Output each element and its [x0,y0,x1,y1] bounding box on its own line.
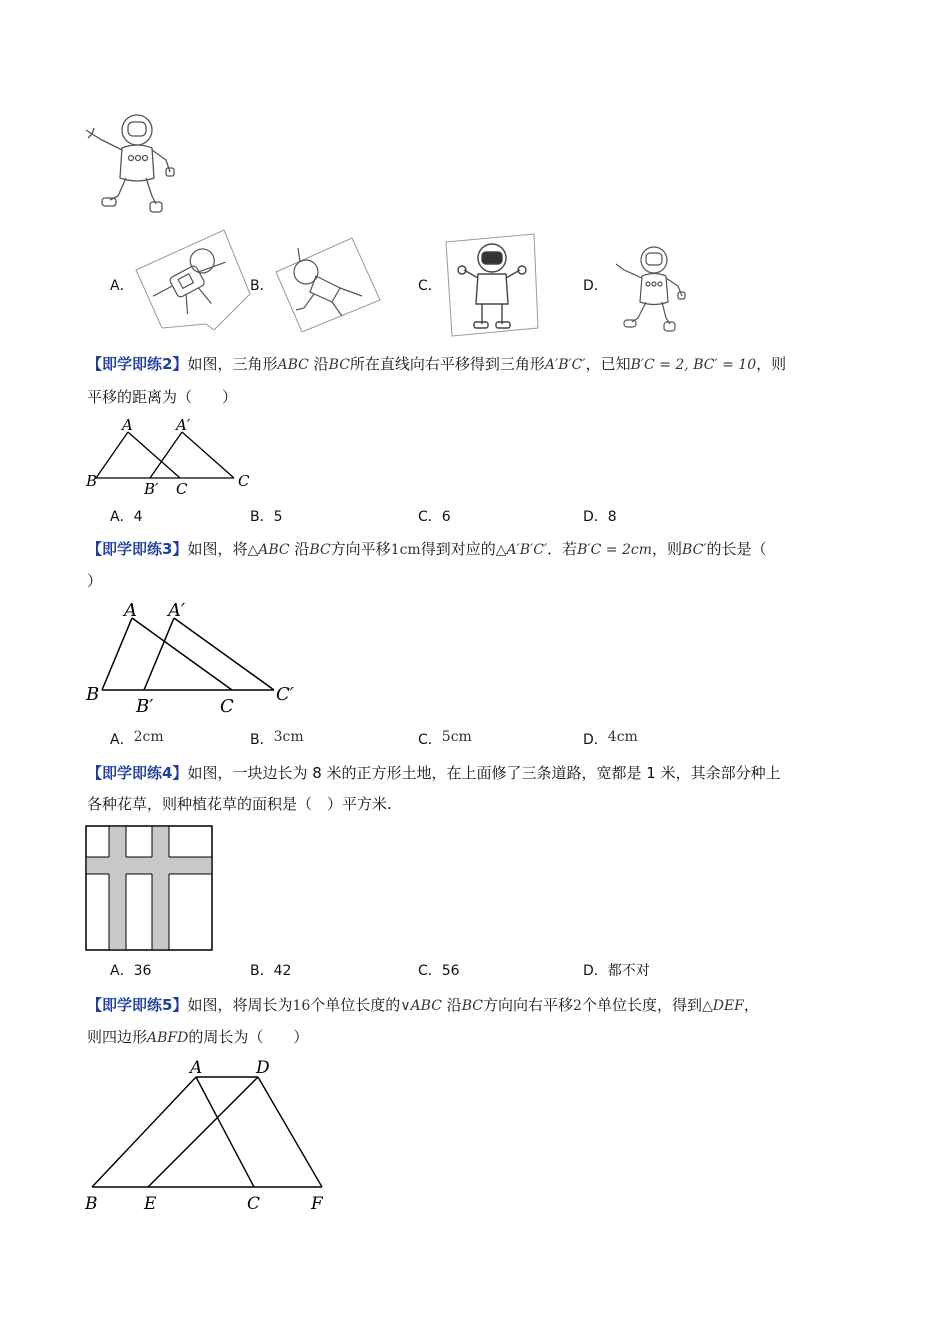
question-4-line1 [87,762,781,784]
q5-quadrilateral-figure [80,1052,340,1222]
label-B: B [86,472,98,490]
q2-option-a[interactable]: A．4 [110,509,143,525]
text: 的周长为（ ） [188,1028,309,1046]
q3-option-a[interactable] [110,730,164,750]
label-C: C [247,1194,261,1214]
text: ，则 [652,540,683,558]
q3-option-c[interactable] [418,730,472,750]
text: 个单位长度的 [310,996,401,1014]
math: △A′B′C′ [495,542,548,558]
label-A-prime: A′ [168,600,186,621]
question-3-line1 [87,538,767,561]
text: ，已知 [585,355,631,373]
label-A: A [190,1058,203,1078]
text: 如图，一块边长为 8 米的正方形土地，在上面修了三条道路，宽都是 1 米，其余部分种上 [187,764,781,782]
question-5-line1 [87,994,759,1017]
math: △DEF [701,998,744,1014]
option-prefix: B． [250,732,274,748]
q3-triangle-figure [84,596,304,720]
vertical-road-right [152,826,169,950]
text: 方向向右平移 [483,996,574,1014]
question-tag: 【即学即练5】 [87,996,188,1014]
text: ， [743,996,759,1014]
label-D: D [256,1058,270,1078]
option-value: 5cm [441,729,472,745]
option-value: 4cm [607,729,638,745]
text: 方向平移 [330,540,391,558]
q4-option-a[interactable]: A．36 [110,963,152,979]
question-4-line2: 各种花草，则种植花草的面积是（ ）平方米. [87,795,392,813]
q2-option-d[interactable]: D．8 [583,509,617,525]
label-B: B [86,684,100,705]
math: ∨ABC [400,998,442,1014]
text: 沿 [446,996,462,1014]
question-3-line2: ） [87,572,103,590]
math: B′C = 2cm [577,542,653,558]
math: B′C = 2, BC′ = 10 [630,357,757,373]
math: △ABC [247,542,290,558]
q4-option-b[interactable]: B．42 [250,963,292,979]
math: 2 [573,998,582,1014]
label-A: A [122,416,133,434]
option-value: 3cm [273,729,304,745]
q2-triangle-figure [84,416,264,500]
q4-option-c[interactable]: C．56 [418,963,460,979]
astronaut-original-figure [80,108,180,218]
question-tag: 【即学即练2】 [87,355,188,373]
label-C-prime: C′ [276,684,294,705]
label-B-prime: B′ [136,696,154,717]
label-C2: C [238,472,250,490]
option-prefix: C． [418,732,442,748]
text: ，则 [756,355,787,373]
text: ．若 [547,540,578,558]
option-prefix: A． [110,732,134,748]
text: 则四边形 [87,1028,148,1046]
math: 16 [292,998,311,1014]
label-B-prime: B′ [144,480,159,498]
math: BC [461,998,483,1014]
astronaut-option-b-figure [270,236,382,332]
option-a[interactable]: A． [110,278,134,294]
q2-option-c[interactable]: C．6 [418,509,451,525]
option-b[interactable]: B． [250,278,274,294]
astronaut-option-a-figure [132,228,252,330]
text: 的长是（ [706,540,767,558]
q3-option-d[interactable] [583,730,638,750]
q3-option-b[interactable] [250,730,304,750]
horizontal-road [86,857,212,874]
option-value: 2cm [133,729,164,745]
label-A: A [124,600,137,621]
label-B: B [85,1194,98,1214]
label-C: C [220,696,234,717]
text: 如图，将 [187,540,248,558]
label-A-prime: A′ [176,416,191,434]
option-c[interactable]: C． [418,278,442,294]
math: BC [309,542,331,558]
vertical-road-left [109,826,126,950]
question-2-line1 [87,353,786,376]
label-C: C [176,480,188,498]
text: 沿 [313,355,329,373]
q4-option-d[interactable]: D．都不对 [583,963,650,979]
q4-square-land-figure [84,824,216,954]
math: ABFD [147,1030,189,1046]
text: 沿 [294,540,310,558]
math: 1cm [390,542,421,558]
astronaut-option-d-figure [606,240,692,336]
text: 如图，将周长为 [187,996,293,1014]
text: 得到对应的 [420,540,496,558]
label-E: E [144,1194,157,1214]
label-F: F [311,1194,323,1214]
math: BC′ [682,542,707,558]
math: ABC [277,357,309,373]
text: 如图，三角形 [187,355,278,373]
math: A′B′C′ [544,357,586,373]
text: 所在直线向右平移得到三角形 [349,355,545,373]
astronaut-option-c-figure [444,232,540,338]
q2-option-b[interactable]: B．5 [250,509,283,525]
text: 个单位长度，得到 [581,996,702,1014]
question-5-line2 [87,1026,308,1049]
option-d[interactable]: D． [583,278,608,294]
option-prefix: D． [583,732,608,748]
question-tag: 【即学即练4】 [87,764,188,782]
question-2-line2: 平移的距离为（ ） [87,388,238,406]
math: BC [328,357,350,373]
question-tag: 【即学即练3】 [87,540,188,558]
